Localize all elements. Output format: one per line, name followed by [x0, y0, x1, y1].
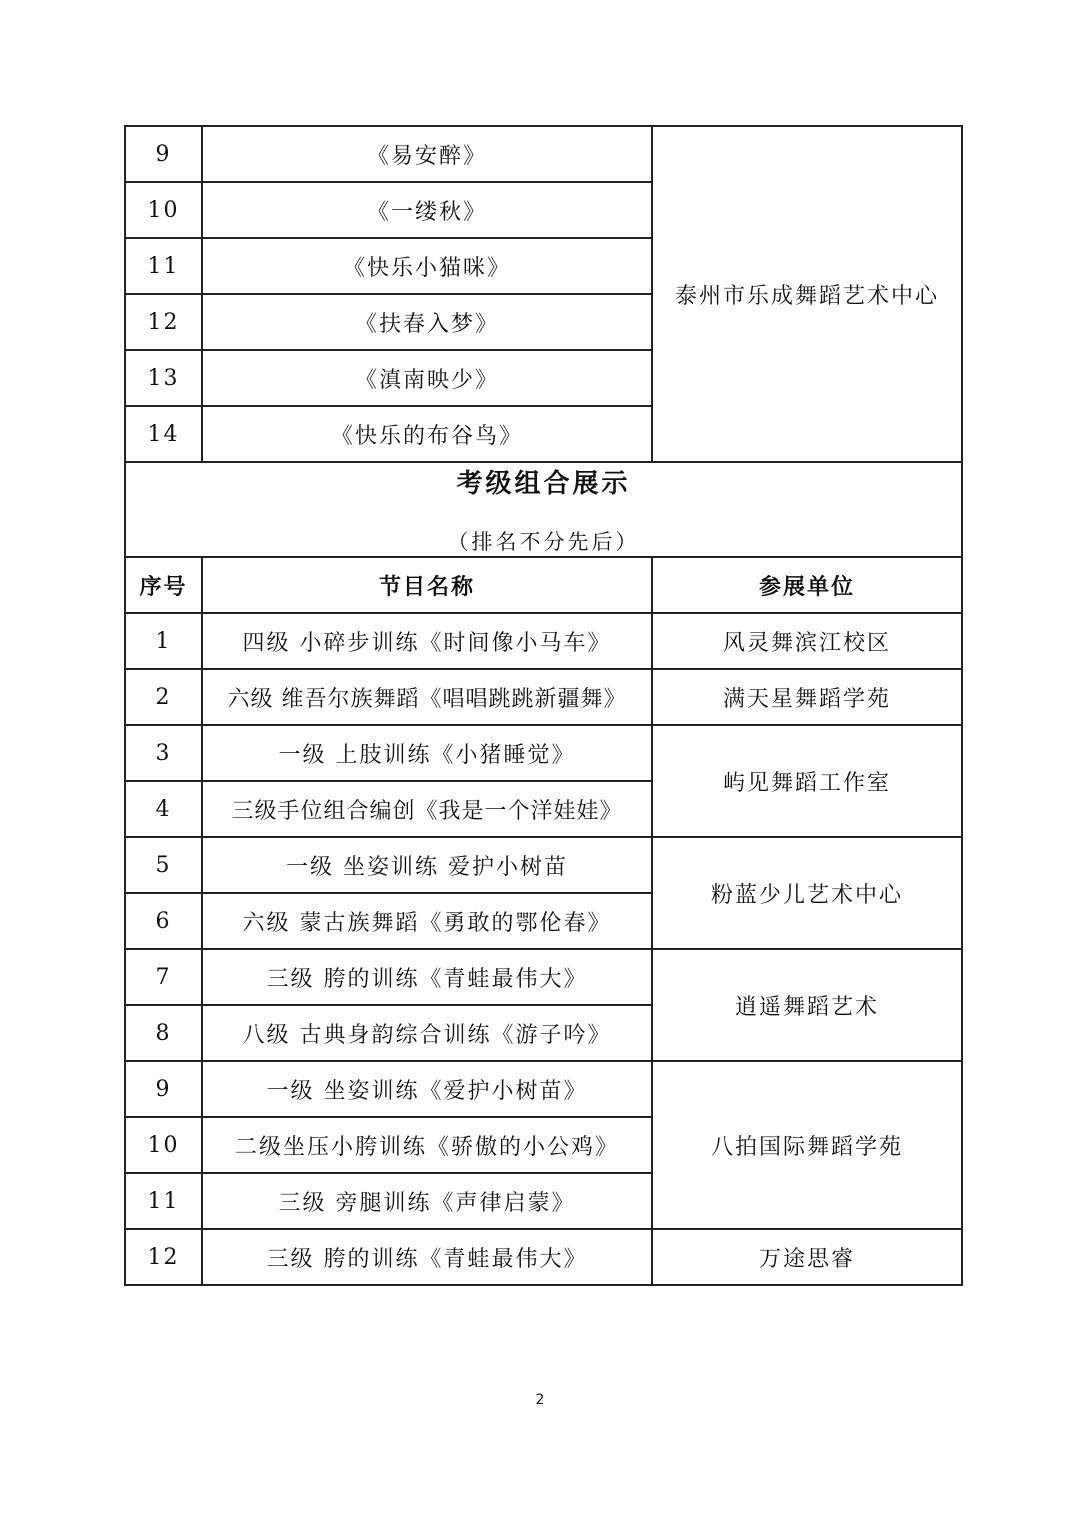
- table-row: [125, 669, 962, 725]
- header-number: 序号: [125, 557, 202, 613]
- section-header-row: [125, 462, 962, 557]
- row-number: 4: [125, 781, 202, 837]
- header-program-title: 节目名称: [202, 557, 652, 613]
- row-number: 14: [125, 406, 202, 462]
- participating-unit: 风灵舞滨江校区: [652, 613, 962, 669]
- program-title: 一级 坐姿训练 爱护小树苗: [202, 837, 652, 893]
- program-title: 一级 上肢训练《小猪睡觉》: [202, 725, 652, 781]
- program-title: 《滇南映少》: [202, 350, 652, 406]
- section-subtitle: （排名不分先后）: [447, 530, 640, 554]
- row-number: 1: [125, 613, 202, 669]
- program-table: [124, 125, 963, 1286]
- table-row: [125, 1061, 962, 1117]
- program-title: 三级手位组合编创《我是一个洋娃娃》: [202, 781, 652, 837]
- section-header: [125, 462, 962, 557]
- row-number: 9: [125, 126, 202, 182]
- table-row: [125, 949, 962, 1005]
- table-row: [125, 837, 962, 893]
- program-title: 六级 蒙古族舞蹈《勇敢的鄂伦春》: [202, 893, 652, 949]
- row-number: 11: [125, 1173, 202, 1229]
- column-header-row: [125, 557, 962, 613]
- table-row: [125, 725, 962, 781]
- program-title: 八级 古典身韵综合训练《游子吟》: [202, 1005, 652, 1061]
- row-number: 6: [125, 893, 202, 949]
- row-number: 10: [125, 182, 202, 238]
- row-number: 12: [125, 1229, 202, 1285]
- row-number: 2: [125, 669, 202, 725]
- program-title: 三级 旁腿训练《声律启蒙》: [202, 1173, 652, 1229]
- participating-unit: 屿见舞蹈工作室: [652, 725, 962, 837]
- section-title: 考级组合展示: [456, 469, 631, 499]
- program-title: 六级 维吾尔族舞蹈《唱唱跳跳新疆舞》: [202, 669, 652, 725]
- participating-unit: 泰州市乐成舞蹈艺术中心: [652, 126, 962, 462]
- program-title: 《扶春入梦》: [202, 294, 652, 350]
- participating-unit: 万途思睿: [652, 1229, 962, 1285]
- participating-unit: 逍遥舞蹈艺术: [652, 949, 962, 1061]
- program-title: 二级坐压小胯训练《骄傲的小公鸡》: [202, 1117, 652, 1173]
- program-title: 一级 坐姿训练《爱护小树苗》: [202, 1061, 652, 1117]
- table-row: [125, 1229, 962, 1285]
- row-number: 7: [125, 949, 202, 1005]
- row-number: 13: [125, 350, 202, 406]
- row-number: 3: [125, 725, 202, 781]
- table-row: [125, 613, 962, 669]
- page-number: 2: [535, 1392, 545, 1408]
- program-title: 四级 小碎步训练《时间像小马车》: [202, 613, 652, 669]
- row-number: 5: [125, 837, 202, 893]
- row-number: 12: [125, 294, 202, 350]
- header-unit: 参展单位: [652, 557, 962, 613]
- program-title: 《快乐小猫咪》: [202, 238, 652, 294]
- program-title: 《一缕秋》: [202, 182, 652, 238]
- program-title: 三级 胯的训练《青蛙最伟大》: [202, 949, 652, 1005]
- program-title: 《快乐的布谷鸟》: [202, 406, 652, 462]
- row-number: 11: [125, 238, 202, 294]
- row-number: 9: [125, 1061, 202, 1117]
- row-number: 8: [125, 1005, 202, 1061]
- table-row: [125, 126, 962, 182]
- program-title: 三级 胯的训练《青蛙最伟大》: [202, 1229, 652, 1285]
- participating-unit: 满天星舞蹈学苑: [652, 669, 962, 725]
- program-title: 《易安醉》: [202, 126, 652, 182]
- participating-unit: 八拍国际舞蹈学苑: [652, 1061, 962, 1229]
- row-number: 10: [125, 1117, 202, 1173]
- participating-unit: 粉蓝少儿艺术中心: [652, 837, 962, 949]
